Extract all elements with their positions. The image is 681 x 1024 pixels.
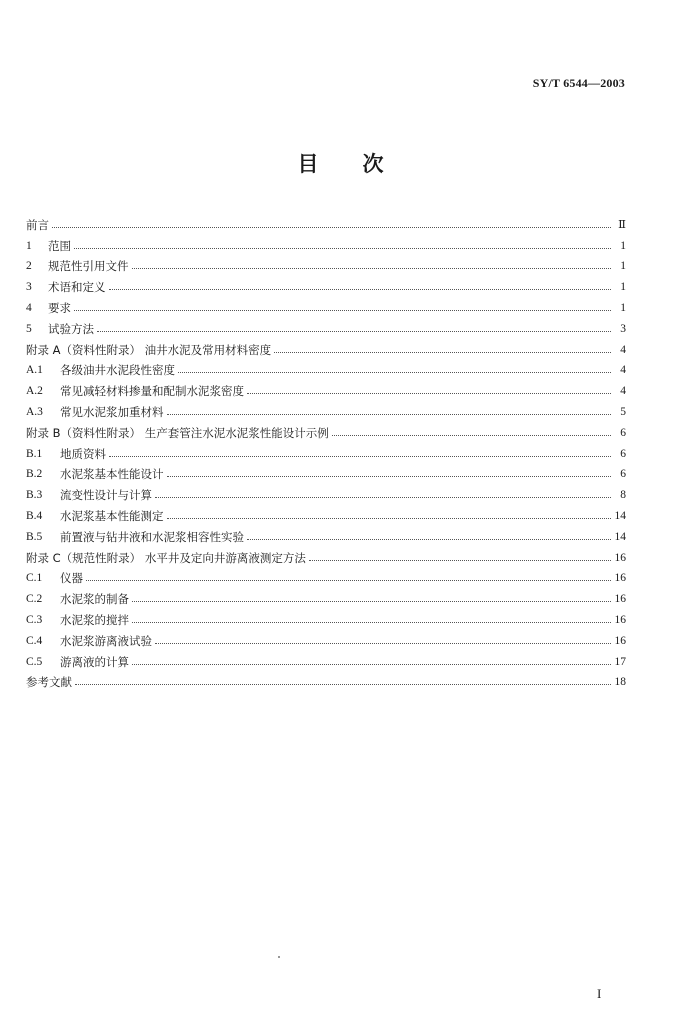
- toc-entry[interactable]: [26, 627, 626, 648]
- toc-entry-page: 1: [620, 239, 626, 252]
- toc-entry[interactable]: [26, 273, 626, 294]
- toc-entry-title: 要求: [48, 300, 71, 315]
- toc-entry-title: 范围: [48, 238, 71, 253]
- toc-entry-number: B.4: [26, 509, 43, 522]
- toc-entry-page: 17: [614, 655, 626, 668]
- toc-entry-page: 16: [614, 634, 626, 647]
- toc-entry-title: 水泥浆游离液试验: [60, 633, 152, 648]
- toc-entry-title: 仪器: [60, 571, 83, 586]
- toc-leader-dots: [74, 310, 611, 311]
- toc-entry-page: 1: [620, 281, 626, 294]
- toc-entry-number: C.5: [26, 655, 43, 668]
- toc-entry-title: 常见水泥浆加重材料: [60, 404, 164, 419]
- toc-entry[interactable]: [26, 294, 626, 315]
- toc-entry[interactable]: [26, 377, 626, 398]
- toc-entry-number: B.1: [26, 447, 43, 460]
- toc-leader-dots: [167, 518, 612, 519]
- toc-entry-title: 前言: [26, 217, 49, 232]
- toc-leader-dots: [109, 289, 612, 290]
- page-number: I: [597, 986, 602, 1001]
- toc-entry[interactable]: [26, 440, 626, 461]
- toc-entry[interactable]: [26, 336, 626, 357]
- toc-leader-dots: [132, 601, 611, 602]
- toc-leader-dots: [155, 643, 611, 644]
- toc-entry[interactable]: [26, 585, 626, 606]
- toc-entry[interactable]: [26, 357, 626, 378]
- toc-entry-title: 附录 C（规范性附录） 水平井及定向井游离液测定方法: [26, 550, 306, 565]
- page-title: 目次: [297, 152, 428, 176]
- toc-entry[interactable]: [26, 502, 626, 523]
- toc-entry-page: 6: [620, 468, 626, 481]
- toc-entry-number: A.1: [26, 364, 43, 377]
- toc-entry-title: 前置液与钻井液和水泥浆相容性实验: [60, 529, 244, 544]
- toc-entry[interactable]: [26, 461, 626, 482]
- toc-leader-dots: [155, 497, 611, 498]
- toc-leader-dots: [132, 622, 611, 623]
- toc-entry-page: 4: [620, 364, 626, 377]
- toc-entry-number: C.2: [26, 593, 43, 606]
- toc-entry-page: 6: [620, 426, 626, 439]
- toc-entry-title: 水泥浆的制备: [60, 592, 129, 607]
- toc-entry-page: 6: [620, 447, 626, 460]
- toc-entry-page: 16: [614, 613, 626, 626]
- toc-entry-page: 1: [620, 301, 626, 314]
- toc-leader-dots: [167, 476, 612, 477]
- toc-leader-dots: [247, 539, 611, 540]
- table-of-contents: [26, 211, 626, 689]
- toc-entry-page: 16: [614, 572, 626, 585]
- toc-entry-page: 5: [620, 405, 626, 418]
- toc-entry-page: 4: [620, 343, 626, 356]
- toc-entry[interactable]: [26, 253, 626, 274]
- toc-entry[interactable]: [26, 648, 626, 669]
- toc-entry-page: 14: [614, 509, 626, 522]
- toc-entry-title: 游离液的计算: [60, 654, 129, 669]
- toc-entry[interactable]: [26, 419, 626, 440]
- toc-leader-dots: [247, 393, 611, 394]
- toc-entry[interactable]: [26, 606, 626, 627]
- toc-entry-title: 各级油井水泥段性密度: [60, 363, 175, 378]
- toc-entry-title: 规范性引用文件: [48, 259, 129, 274]
- toc-entry-title: 水泥浆基本性能设计: [60, 467, 164, 482]
- toc-entry-number: C.1: [26, 572, 43, 585]
- toc-entry-page: Ⅱ: [618, 218, 626, 231]
- toc-entry-page: 3: [620, 322, 626, 335]
- toc-entry[interactable]: [26, 544, 626, 565]
- toc-leader-dots: [178, 372, 611, 373]
- toc-entry-title: 流变性设计与计算: [60, 488, 152, 503]
- toc-entry[interactable]: [26, 398, 626, 419]
- toc-entry-page: 16: [614, 593, 626, 606]
- toc-entry-number: 5: [26, 322, 32, 335]
- toc-entry-number: A.2: [26, 385, 43, 398]
- toc-entry-number: 4: [26, 301, 32, 314]
- toc-entry-title: 参考文献: [26, 675, 72, 690]
- toc-entry-title: 常见减轻材料掺量和配制水泥浆密度: [60, 384, 244, 399]
- standard-number: SY/T 6544—2003: [532, 76, 625, 90]
- toc-entry-title: 附录 A（资料性附录） 油井水泥及常用材料密度: [26, 342, 272, 357]
- toc-entry-page: 8: [620, 489, 626, 502]
- toc-entry-number: A.3: [26, 405, 43, 418]
- toc-entry[interactable]: [26, 565, 626, 586]
- toc-entry-page: 1: [620, 260, 626, 273]
- toc-entry[interactable]: [26, 315, 626, 336]
- toc-entry[interactable]: [26, 481, 626, 502]
- toc-entry[interactable]: [26, 523, 626, 544]
- toc-entry-number: 3: [26, 281, 32, 294]
- toc-leader-dots: [97, 331, 611, 332]
- toc-entry-number: 2: [26, 260, 32, 273]
- toc-entry[interactable]: [26, 211, 626, 232]
- toc-entry-page: 4: [620, 385, 626, 398]
- toc-entry-number: B.3: [26, 489, 43, 502]
- toc-entry-number: C.3: [26, 613, 43, 626]
- toc-leader-dots: [132, 664, 611, 665]
- toc-entry-page: 14: [614, 530, 626, 543]
- toc-leader-dots: [74, 248, 611, 249]
- toc-entry[interactable]: [26, 232, 626, 253]
- toc-entry[interactable]: [26, 669, 626, 690]
- toc-entry-number: B.2: [26, 468, 43, 481]
- toc-entry-number: 1: [26, 239, 32, 252]
- toc-entry-title: 试验方法: [48, 321, 94, 336]
- toc-entry-page: 16: [614, 551, 626, 564]
- toc-leader-dots: [86, 580, 611, 581]
- toc-entry-title: 水泥浆的搅拌: [60, 612, 129, 627]
- toc-entry-number: C.4: [26, 634, 43, 647]
- toc-entry-number: B.5: [26, 530, 43, 543]
- toc-leader-dots: [167, 414, 612, 415]
- toc-entry-title: 水泥浆基本性能测定: [60, 508, 164, 523]
- toc-leader-dots: [75, 684, 611, 685]
- toc-leader-dots: [309, 560, 611, 561]
- toc-leader-dots: [52, 227, 611, 228]
- toc-leader-dots: [274, 352, 611, 353]
- toc-leader-dots: [132, 268, 612, 269]
- stray-mark: [278, 956, 280, 958]
- toc-leader-dots: [109, 456, 611, 457]
- toc-entry-title: 术语和定义: [48, 280, 106, 295]
- toc-entry-title: 地质资料: [60, 446, 106, 461]
- toc-entry-title: 附录 B（资料性附录） 生产套管注水泥水泥浆性能设计示例: [26, 425, 329, 440]
- toc-leader-dots: [332, 435, 611, 436]
- toc-entry-page: 18: [614, 676, 626, 689]
